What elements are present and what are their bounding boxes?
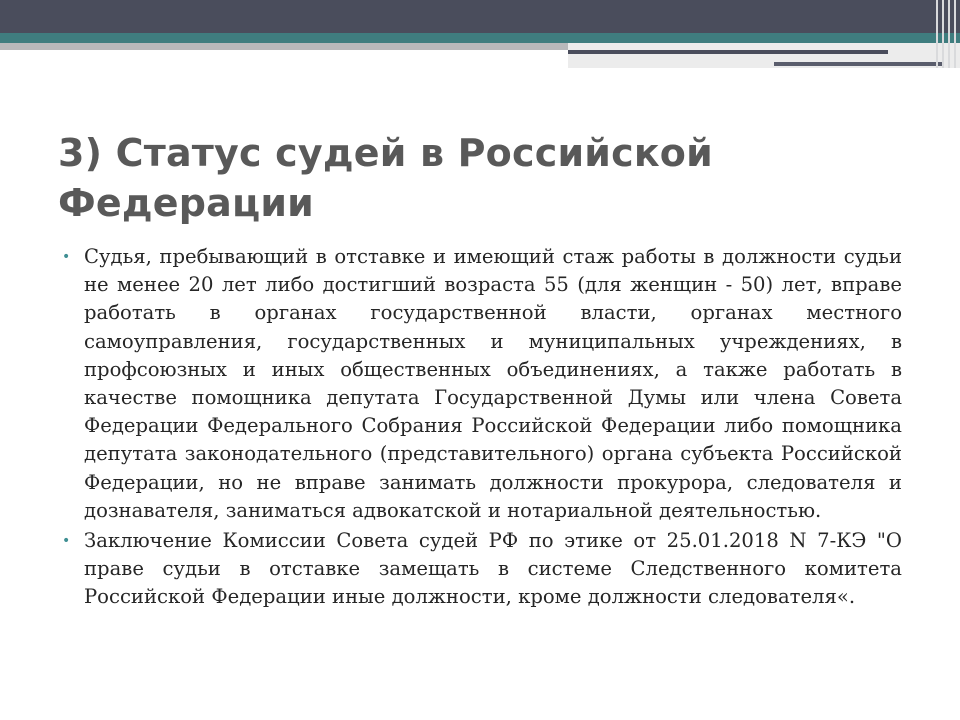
bullet-text: Судья, пребывающий в отставке и имеющий стаж работы в должности судьи не менее 20 лет либо достигший возраста 55 (для женщин - 50) лет, вправе работать в органах государственной власти, органах местного самоуправления, государственных и муниципальных учреждениях, в профсоюзных и иных общественных объединениях, а также работать в качестве помощника депутата Государственной Думы или члена Совета Федерации Федерального Собрания Российской Федерации либо помощника депутата законодательного (представительного) органа субъекта Российской Федерации, но не вправе занимать должности прокурора, следователя и дознавателя, заниматься адвокатской и нотариальной деятельностью. bbox=[84, 245, 902, 522]
bullet-item bbox=[62, 243, 902, 525]
header-vertical-lines bbox=[932, 0, 960, 68]
header-gray-band-left bbox=[0, 43, 568, 50]
header-dark-band bbox=[0, 0, 960, 33]
header-stripe-lower bbox=[774, 62, 942, 66]
bullet-item bbox=[62, 527, 902, 612]
bullet-icon: • bbox=[62, 249, 71, 265]
header-teal-band bbox=[0, 33, 960, 43]
bullet-icon: • bbox=[62, 533, 71, 550]
header-stripe-upper bbox=[568, 50, 888, 54]
bullet-list bbox=[62, 243, 902, 614]
slide-title: 3) Статус судей в Российской Федерации bbox=[58, 131, 713, 225]
bullet-text: Заключение Комиссии Совета судей РФ по этике от 25.01.2018 N 7-КЭ "О праве судьи в отставке замещать в системе Следственного комитета Российской Федерации иные должности, кроме должности следователя«. bbox=[84, 529, 902, 609]
